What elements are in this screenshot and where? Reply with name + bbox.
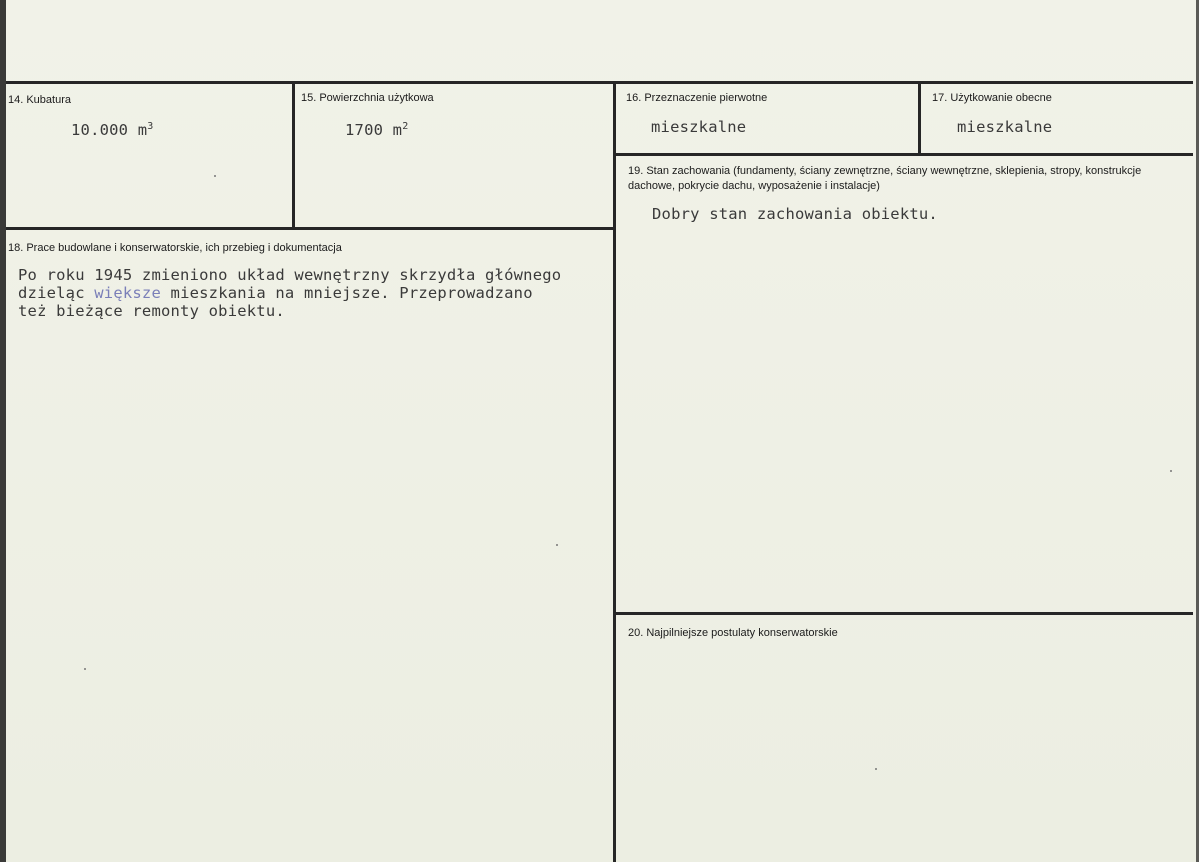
top-rule	[6, 81, 1193, 84]
divider-16-17	[918, 81, 921, 155]
field-17-label: 17. Użytkowanie obecne	[932, 92, 1052, 104]
rule-above-19	[616, 153, 1193, 156]
struck-word: większe	[94, 284, 161, 302]
divider-center	[613, 81, 616, 862]
field-19-label: 19. Stan zachowania (fundamenty, ściany zewnętrzne, ściany wewnętrzne, sklepienia, stropy, konstrukcje dachowe, pokrycie dachu, wyposażenie i instalacje)	[628, 165, 1142, 192]
paper-speck	[875, 768, 877, 770]
field-18-line-2: dzieląc większe mieszkania na mniejsze. Przeprowadzano	[18, 284, 533, 302]
field-16-label: 16. Przeznaczenie pierwotne	[626, 92, 768, 104]
field-16-value: mieszkalne	[651, 118, 747, 136]
field-20-label: 20. Najpilniejsze postulaty konserwatorskie	[628, 627, 838, 639]
paper-speck	[1170, 470, 1172, 472]
rule-above-20	[616, 612, 1193, 615]
field-15-value: 1700 $m^2$	[345, 121, 409, 140]
field-14-label: 14. Kubatura	[8, 94, 71, 106]
field-14-value: 10.000 $m^3$	[71, 121, 154, 140]
field-17-value: mieszkalne	[957, 118, 1053, 136]
paper-speck	[556, 544, 558, 546]
field-19-value: Dobry stan zachowania obiektu.	[652, 205, 938, 223]
field-18-line-1: Po roku 1945 zmieniono układ wewnętrzny skrzydła głównego	[18, 266, 562, 284]
field-15-label: 15. Powierzchnia użytkowa	[301, 92, 434, 104]
field-18-label: 18. Prace budowlane i konserwatorskie, ich przebieg i dokumentacja	[8, 242, 342, 254]
paper-speck	[84, 668, 86, 670]
divider-14-15	[292, 81, 295, 229]
rule-above-18	[6, 227, 616, 230]
card-left-edge	[0, 0, 6, 862]
field-18-line-3: też bieżące remonty obiektu.	[18, 302, 285, 320]
paper-speck	[214, 175, 216, 177]
